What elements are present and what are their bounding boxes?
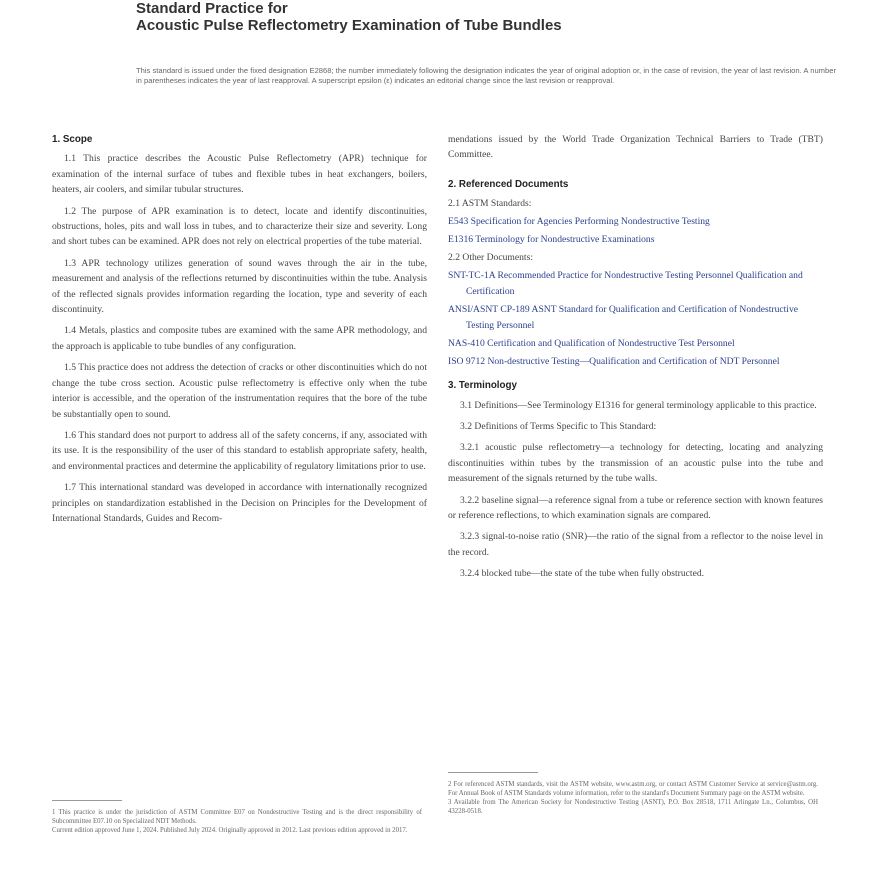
title-line-2: Acoustic Pulse Reflectometry Examination of Tube Bundles — [136, 17, 562, 34]
left-footnotes — [52, 808, 422, 835]
title-line-1: Standard Practice for — [136, 0, 288, 17]
paragraph-continued: mendations issued by the World Trade Organization Technical Barriers to Trade (TBT) Committee. — [448, 134, 823, 161]
paragraph-3-4: 3.2.2 baseline signal—a reference signal from a tube or reference section with known features or reference reflections, to which examination signals are compared. — [448, 494, 823, 522]
paragraph-1-4: 1.4 Metals, plastics and composite tubes are examined with the same APR methodology, and the approach is applicable to tube bundles of any configuration. — [52, 325, 427, 352]
document-title — [136, 0, 836, 34]
paragraph-1-5: 1.5 This practice does not address the detection of cracks or other discontinuities which do not change the tube cross section. Acoustic pulse reflectometry is effective only when the tube interior is accessible, and the operation of the instrumentation requires that the bore of the tube be substantially open to sound. — [52, 362, 427, 420]
section-3-heading: 3. Terminology — [448, 380, 517, 392]
section-1-heading: 1. Scope — [52, 134, 93, 145]
reference-list — [448, 196, 823, 370]
paragraph-3-3: 3.2.1 acoustic pulse reflectometry—a technology for detecting, locating and analyzing discontinuities within tubes by the transmission of an acoustic pulse into the tube and measurement of the signals returned by the tube walls. — [448, 442, 823, 485]
ref-link[interactable]: E543 Specification for Agencies Performing Nondestructive Testing — [448, 216, 710, 228]
paragraph-3-5: 3.2.3 signal-to-noise ratio (SNR)—the ratio of the signal from a reflector to the noise level in the record. — [448, 531, 823, 558]
footnote-4: 3 Available from The American Society for Nondestructive Testing (ASNT), P.O. Box 28518, 1711 Arlingate Ln., Columbus, OH 43228-0518. — [448, 799, 818, 815]
left-footnote-rule — [52, 800, 122, 801]
paragraph-1-3: 1.3 APR technology utilizes generation of sound waves through the air in the tube, measurement and analysis of the reflections returned by discontinuities within the tube. Analysis of the reflected signals provides information regarding the location, type and severity of each discontinuity. — [52, 257, 427, 316]
ref-link[interactable]: NAS-410 Certification and Qualification of Nondestructive Test Personnel — [448, 338, 735, 350]
ref-link[interactable]: SNT-TC-1A Recommended Practice for Nondestructive Testing Personnel Qualification and Certification — [448, 270, 803, 298]
paragraph-1-2: 1.2 The purpose of APR examination is to detect, locate and identify discontinuities, obstructions, holes, pits and wall loss in tubes, and to characterize their size and severity. Long and short tubes can be examined. APR does not rely on electrical properties of the tube material. — [52, 205, 427, 248]
right-column — [448, 132, 823, 588]
paragraph-1-1: 1.1 This practice describes the Acoustic Pulse Reflectometry (APR) technique for examination of the internal surface of tubes and flexible tubes in heat exchangers, boilers, heaters, air coolers, and similar tubular structures. — [52, 153, 427, 196]
left-column — [52, 132, 427, 532]
paragraph-1-6: 1.6 This standard does not purport to address all of the safety concerns, if any, associated with its use. It is the responsibility of the user of this standard to establish appropriate safety, health, and environmental practices and determine the applicability of regulatory limitations prior to use. — [52, 429, 427, 472]
ref-subheading: 2.2 Other Documents: — [448, 252, 533, 264]
paragraph-3-6: 3.2.4 blocked tube—the state of the tube when fully obstructed. — [460, 568, 705, 580]
right-footnotes — [448, 780, 818, 816]
ref-subheading: 2.1 ASTM Standards: — [448, 198, 532, 210]
footnote-3: 2 For referenced ASTM standards, visit the ASTM website, www.astm.org, or contact ASTM Customer Service at service@astm.org. For Annual Book of ASTM Standards volume information, refer to the standard's Document Summary page on the ASTM website. — [448, 781, 818, 797]
paragraph-3-1: 3.1 Definitions—See Terminology E1316 for general terminology applicable to this practice. — [460, 399, 817, 411]
paragraph-1-7: 1.7 This international standard was developed in accordance with internationally recognized principles on standardization established in the Decision on Principles for the Development of International Standards, Guides and Recom- — [52, 482, 427, 524]
paragraph-3-2: 3.2 Definitions of Terms Specific to This Standard: — [460, 421, 657, 433]
footnote-2: Current edition approved June 1, 2024. Published July 2024. Originally approved in 2012. Last previous edition approved in 2017. — [52, 827, 408, 834]
designation-note: This standard is issued under the fixed designation E2868; the number immediately following the designation indicates the year of original adoption or, in the case of revision, the year of last revision. A number in parentheses indicates the year of last reapproval. A superscript epsilon (ε) indicates an editorial change since the last revision or reapproval. — [136, 66, 836, 85]
right-footnote-rule — [448, 772, 538, 773]
ref-link[interactable]: ISO 9712 Non-destructive Testing—Qualification and Certification of NDT Personnel — [448, 356, 780, 368]
ref-link[interactable]: ANSI/ASNT CP-189 ASNT Standard for Qualification and Certification of Nondestructive Testing Personnel — [448, 304, 799, 332]
ref-link[interactable]: E1316 Terminology for Nondestructive Examinations — [448, 234, 655, 246]
section-2-heading: 2. Referenced Documents — [448, 178, 569, 190]
footnote-1: 1 This practice is under the jurisdiction of ASTM Committee E07 on Nondestructive Testing and is the direct responsibility of Subcommittee E07.10 on Specialized NDT Methods. — [52, 809, 422, 825]
